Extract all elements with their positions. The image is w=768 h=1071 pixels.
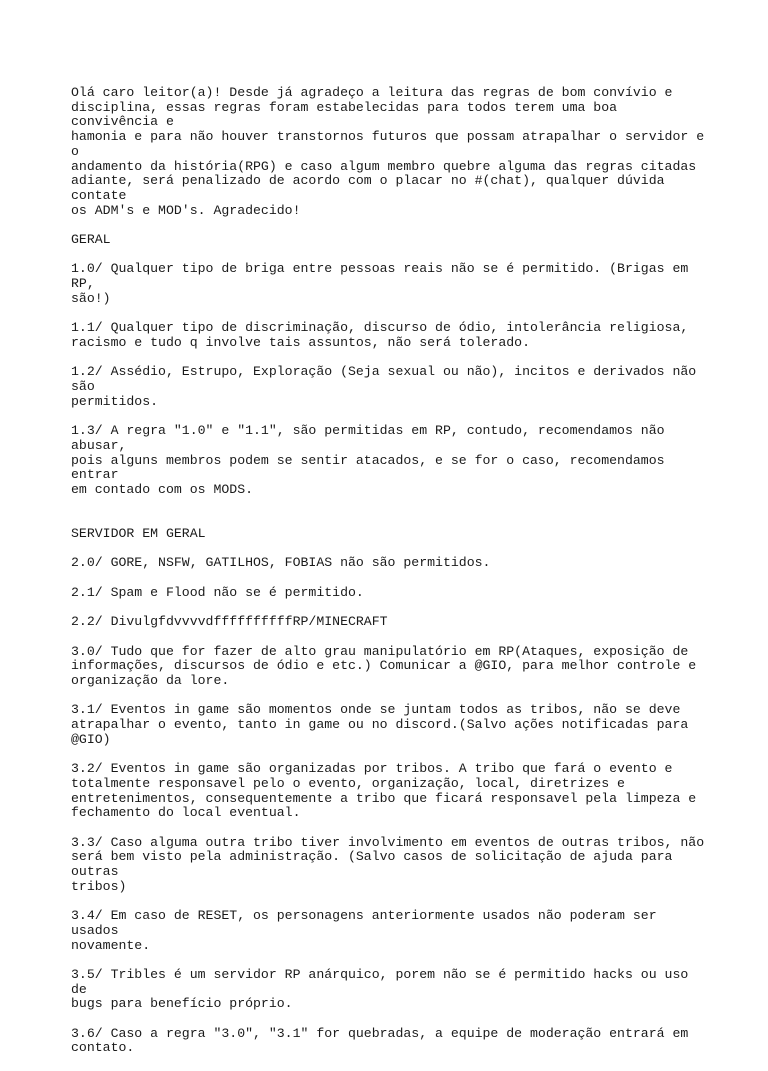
rule-2-0: 2.0/ GORE, NSFW, GATILHOS, FOBIAS não são permitidos. [71,555,491,571]
rule-3-5: 3.5/ Tribles é um servidor RP anárquico, porem não se é permitido hacks ou uso de bugs para benefício próprio. [71,966,689,1012]
rule-2-2: 2.2/ DivulgfdvvvvdffffffffffRP/MINECRAFT [71,614,388,630]
document-page [71,86,711,1071]
rule-3-2: 3.2/ Eventos in game são organizadas por tribos. A tribo que fará o evento e totalmente responsavel pelo o evento, organização, local, diretrizes e entretenimentos, consequentemente a tribo que ficará responsavel pela limpeza e fechamento do local eventual. [71,761,697,821]
rule-2-1: 2.1/ Spam e Flood não se é permitido. [71,584,364,600]
section-heading-geral: GERAL [71,232,111,248]
rule-3-4: 3.4/ Em caso de RESET, os personagens anteriormente usados não poderam ser usados novamente. [71,908,657,953]
rule-1-1: 1.1/ Qualquer tipo de discriminação, discurso de ódio, intolerância religiosa, racismo e tudo q involve tais assuntos, não será tolerado. [71,320,689,350]
rule-3-1: 3.1/ Eventos in game são momentos onde se juntam todos as tribos, não se deve atrapalhar o evento, tanto in game ou no discord.(Salvo ações notificadas para @GIO) [71,702,689,747]
rule-3-3: 3.3/ Caso alguma outra tribo tiver involvimento em eventos de outras tribos, não será bem visto pela administração. (Salvo casos de solicitação de ajuda para outras tribos) [71,834,705,894]
intro-paragraph: Olá caro leitor(a)! Desde já agradeço a leitura das regras de bom convívio e disciplina, essas regras foram estabelecidas para todos terem uma boa convivência e hamonia e para não houver transtornos futuros que possam atrapalhar o servidor e o andamento da história(RPG) e caso algum membro quebre alguma das regras citadas adiante, será penalizado de acordo com o placar no #(chat), qualquer dúvida contate os ADM's e MOD's. Agradecido! [71,85,705,218]
section-heading-servidor: SERVIDOR EM GERAL [71,526,206,541]
rule-1-3: 1.3/ A regra "1.0" e "1.1", são permitidas em RP, contudo, recomendamos não abusar, pois alguns membros podem se sentir atacados, e se for o caso, recomendamos entrar em contado com os MODS. [71,423,665,497]
rule-1-0: 1.0/ Qualquer tipo de briga entre pessoas reais não se é permitido. (Brigas em RP, são!) [71,261,689,306]
rule-3-0: 3.0/ Tudo que for fazer de alto grau manipulatório em RP(Ataques, exposição de informações, discursos de ódio e etc.) Comunicar a @GIO, para melhor controle e organização da lore. [71,643,697,688]
rule-3-6: 3.6/ Caso a regra "3.0", "3.1" for quebradas, a equipe de moderação entrará em contato. [71,1025,689,1056]
rule-1-2: 1.2/ Assédio, Estrupo, Exploração (Seja sexual ou não), incitos e derivados não são permitidos. [71,364,697,409]
